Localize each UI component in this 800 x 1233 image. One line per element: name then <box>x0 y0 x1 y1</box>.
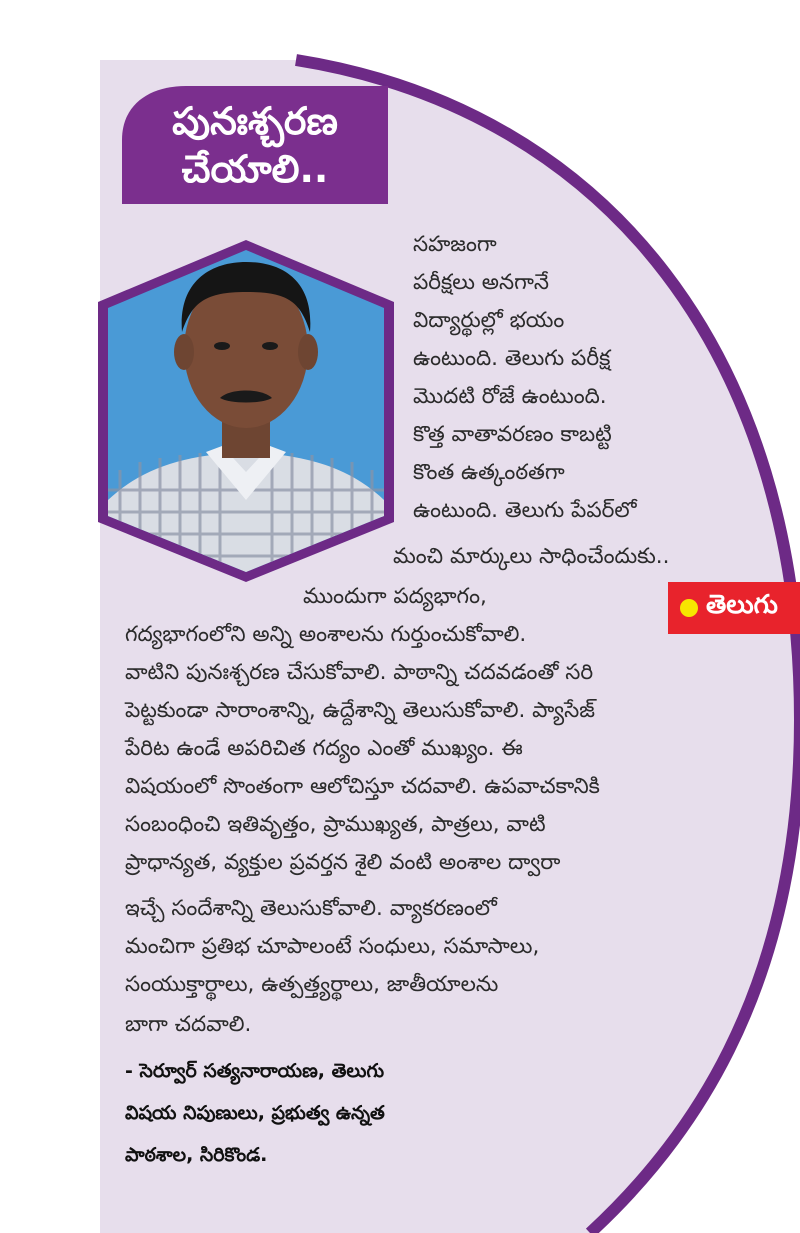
body-line: పెట్టకుండా సారాంశాన్ని, ఉద్దేశాన్ని తెలుసుకోవాలి. ప్యాసేజ్ <box>125 698 595 723</box>
signature-line: - సెర్వూర్ సత్యనారాయణ, తెలుగు <box>125 1060 385 1082</box>
headline-line-2: చేయాలి.. <box>181 147 329 191</box>
headline-line-1: పునఃశ్చరణ <box>172 99 338 143</box>
headline <box>120 86 390 204</box>
body-line: విషయంలో సొంతంగా ఆలోచిస్తూ చదవాలి. ఉపవాచకానికి <box>125 774 600 799</box>
body-line: వాటిని పునఃశ్చరణ చేసుకోవాలి. పాఠాన్ని చదవడంతో సరి <box>125 660 594 685</box>
body-line: సంబంధించి ఇతివృత్తం, ప్రాముఖ్యత, పాత్రలు, వాటి <box>125 812 546 837</box>
body-line: కొత్త వాతావరణం కాబట్టి <box>413 422 612 447</box>
signature-line: పాఠశాల, సిరికొండ. <box>125 1144 268 1166</box>
body-line: విద్యార్థుల్లో భయం <box>413 308 565 333</box>
section-tag-label: తెలుగు <box>706 590 778 620</box>
body-line: ఉంటుంది. తెలుగు పరీక్ష <box>413 346 611 371</box>
body-line: కొంత ఉత్కంఠతగా <box>413 460 565 485</box>
body-line: ముందుగా పద్యభాగం, <box>303 584 487 609</box>
body-line: ఉంటుంది. తెలుగు పేపర్‌లో <box>413 498 637 523</box>
author-photo <box>108 250 384 572</box>
body-line: మొదటి రోజే ఉంటుంది. <box>413 384 607 409</box>
section-tag <box>668 582 800 634</box>
body-line: సంయుక్తార్థాలు, ఉత్పత్త్యర్థాలు, జాతీయాలను <box>125 972 499 997</box>
body-line: బాగా చదవాలి. <box>125 1012 252 1037</box>
body-line: మంచిగా ప్రతిభ చూపాలంటే సంధులు, సమాసాలు, <box>125 934 540 959</box>
body-line: పేరిట ఉండే అపరిచిత గద్యం ఎంతో ముఖ్యం. ఈ <box>125 736 523 761</box>
dot-icon <box>680 599 698 617</box>
body-line: పరీక్షలు అనగానే <box>413 270 549 295</box>
signature-line: విషయ నిపుణులు, ప్రభుత్వ ఉన్నత <box>125 1102 385 1124</box>
body-line: మంచి మార్కులు సాధించేందుకు.. <box>393 544 670 569</box>
body-line: ప్రాధాన్యత, వ్యక్తుల ప్రవర్తన శైలి వంటి అంశాల ద్వారా <box>125 850 561 875</box>
body-line: సహజంగా <box>413 232 497 257</box>
body-line: ఇచ్చే సందేశాన్ని తెలుసుకోవాలి. వ్యాకరణంలో <box>125 896 497 921</box>
body-line: గద్యభాగంలోని అన్ని అంశాలను గుర్తుంచుకోవాలి. <box>125 622 527 647</box>
